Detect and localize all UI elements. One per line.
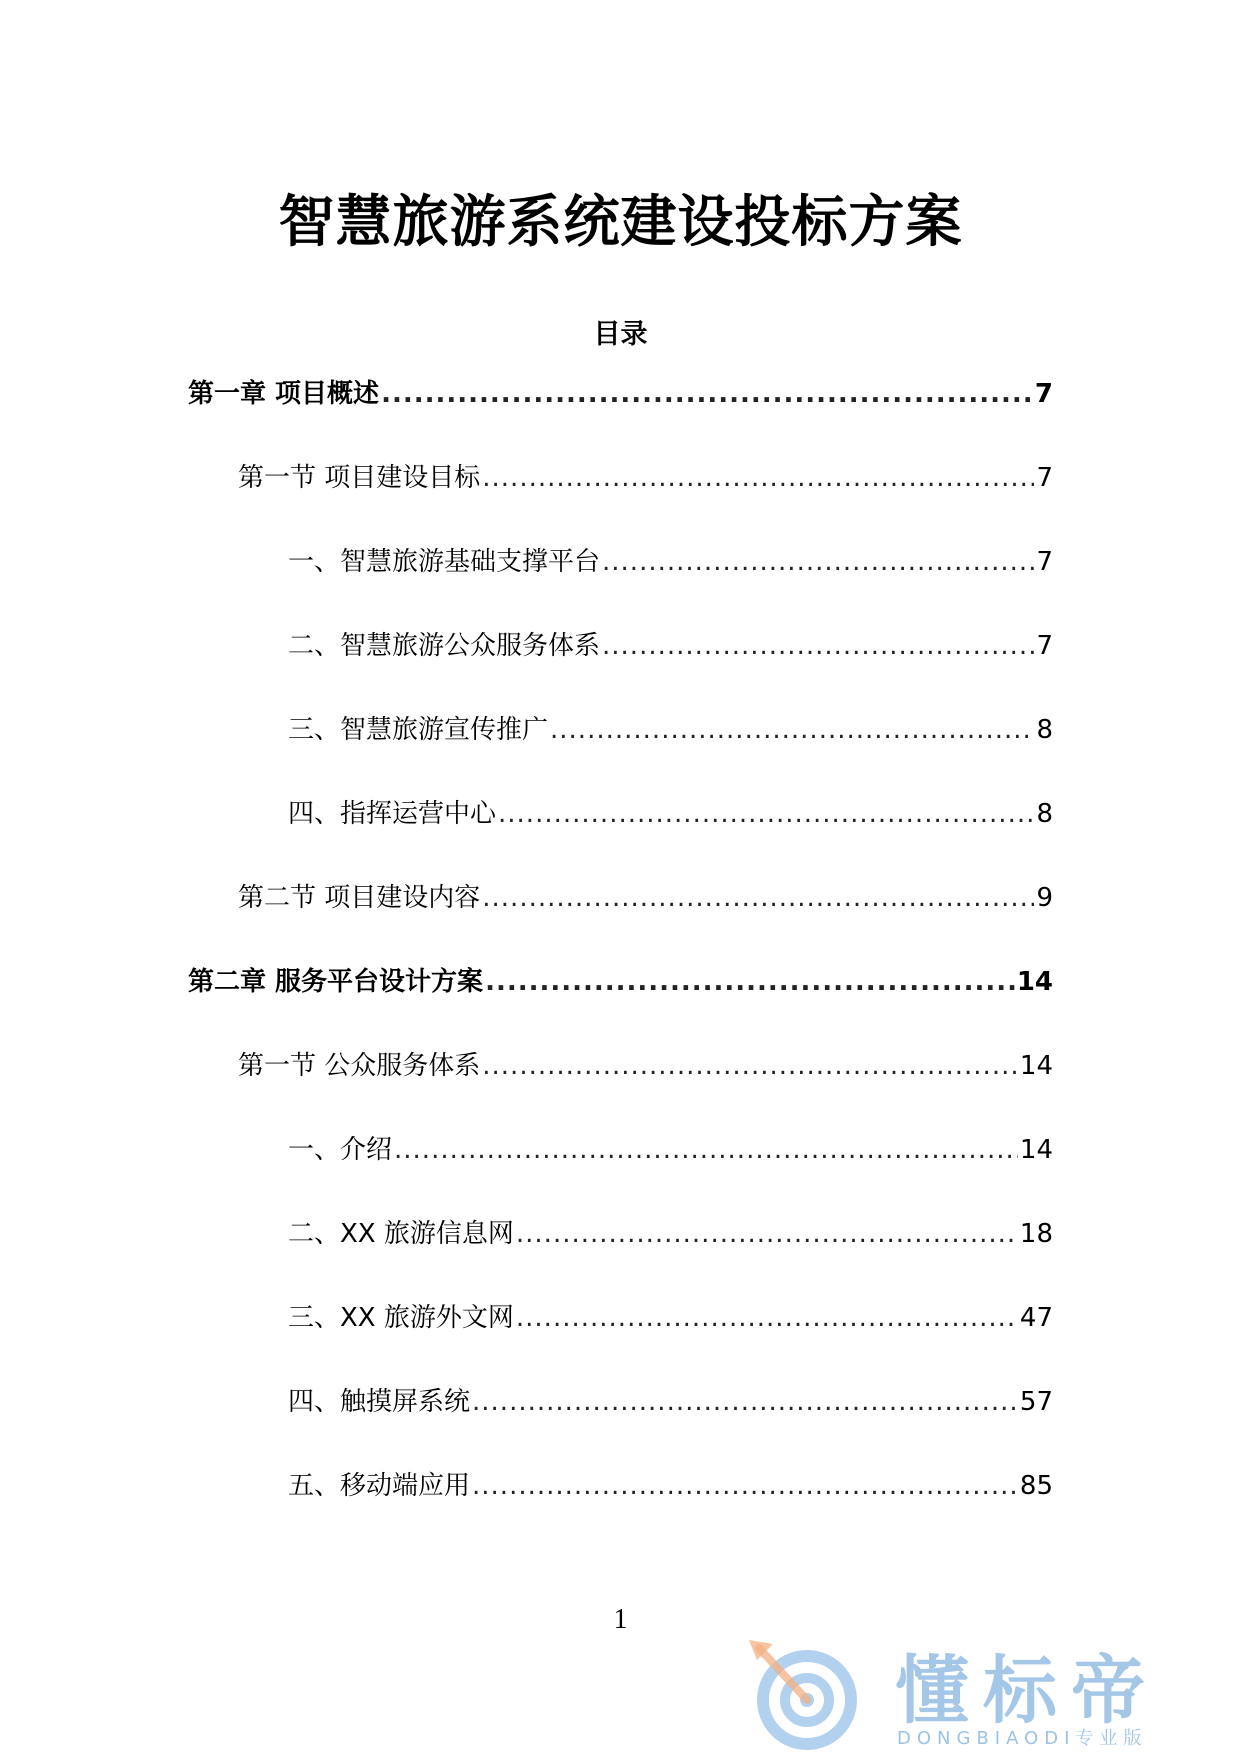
toc-leader [485,962,1015,1002]
toc-leader [381,374,1033,414]
toc-leader [602,542,1034,582]
target-logo-icon [745,1632,885,1750]
toc-entry-label: 一、智慧旅游基础支撑平台 [288,547,601,577]
toc-entry[interactable] [238,458,1053,498]
toc-leader [482,878,1034,918]
toc-entry-page: 47 [1019,1303,1053,1333]
toc-entry[interactable] [288,626,1053,666]
toc-entry[interactable] [288,794,1053,834]
toc-entry[interactable] [288,710,1053,750]
toc-entry-label: 四、触摸屏系统 [288,1387,471,1417]
toc-entry-label: 二、XX 旅游信息网 [288,1219,514,1249]
toc-leader [516,1298,1018,1338]
toc-entry-label: 第二节 项目建设内容 [238,883,481,913]
toc-entry-label: 五、移动端应用 [288,1471,471,1501]
toc-leader [472,1466,1018,1506]
toc-entry[interactable] [188,962,1053,1002]
toc-entry-page: 7 [1034,379,1053,409]
toc-entry[interactable] [288,1466,1053,1506]
toc-entry-label: 四、指挥运营中心 [288,799,497,829]
toc-leader [498,794,1034,834]
toc-entry-page: 9 [1036,883,1053,913]
toc-entry-page: 57 [1019,1387,1053,1417]
toc-entry[interactable] [288,1382,1053,1422]
toc-entry-label: 一、介绍 [288,1135,393,1165]
toc-entry-label: 第一节 公众服务体系 [238,1051,481,1081]
toc-leader [602,626,1034,666]
toc-entry-label: 第一节 项目建设目标 [238,463,481,493]
toc-heading: 目录 [593,319,648,350]
watermark [745,1632,1225,1750]
toc-entry-page: 7 [1036,547,1053,577]
watermark-text: 懂标帝 [895,1648,1159,1734]
toc-entry-page: 8 [1036,715,1053,745]
toc-entry-page: 8 [1036,799,1053,829]
toc-entry-page: 85 [1019,1471,1053,1501]
toc-leader [482,1046,1018,1086]
toc-entry-page: 14 [1019,1051,1053,1081]
toc-entry[interactable] [238,1046,1053,1086]
toc-entry[interactable] [288,542,1053,582]
toc-entry-page: 7 [1036,631,1053,661]
watermark-subtext: DONGBIAODI专业版 [897,1728,1148,1749]
toc-entry[interactable] [288,1298,1053,1338]
toc-leader [550,710,1034,750]
page-number: 1 [613,1604,628,1635]
toc-leader [472,1382,1018,1422]
toc-leader [482,458,1034,498]
toc-leader [394,1130,1018,1170]
toc-entry-label: 三、XX 旅游外文网 [288,1303,514,1333]
toc-entry[interactable] [288,1130,1053,1170]
toc-entry-page: 18 [1019,1219,1053,1249]
toc-entry-page: 14 [1016,967,1053,997]
toc-entry[interactable] [188,374,1053,414]
toc-entry-page: 7 [1036,463,1053,493]
toc-entry[interactable] [238,878,1053,918]
toc-entry-page: 14 [1019,1135,1053,1165]
toc-entry-label: 二、智慧旅游公众服务体系 [288,631,601,661]
toc-entry-label: 第一章 项目概述 [188,379,380,409]
document-title: 智慧旅游系统建设投标方案 [278,190,963,255]
toc-leader [516,1214,1018,1254]
toc-entry[interactable] [288,1214,1053,1254]
toc-entry-label: 第二章 服务平台设计方案 [188,967,484,997]
toc-entry-label: 三、智慧旅游宣传推广 [288,715,549,745]
